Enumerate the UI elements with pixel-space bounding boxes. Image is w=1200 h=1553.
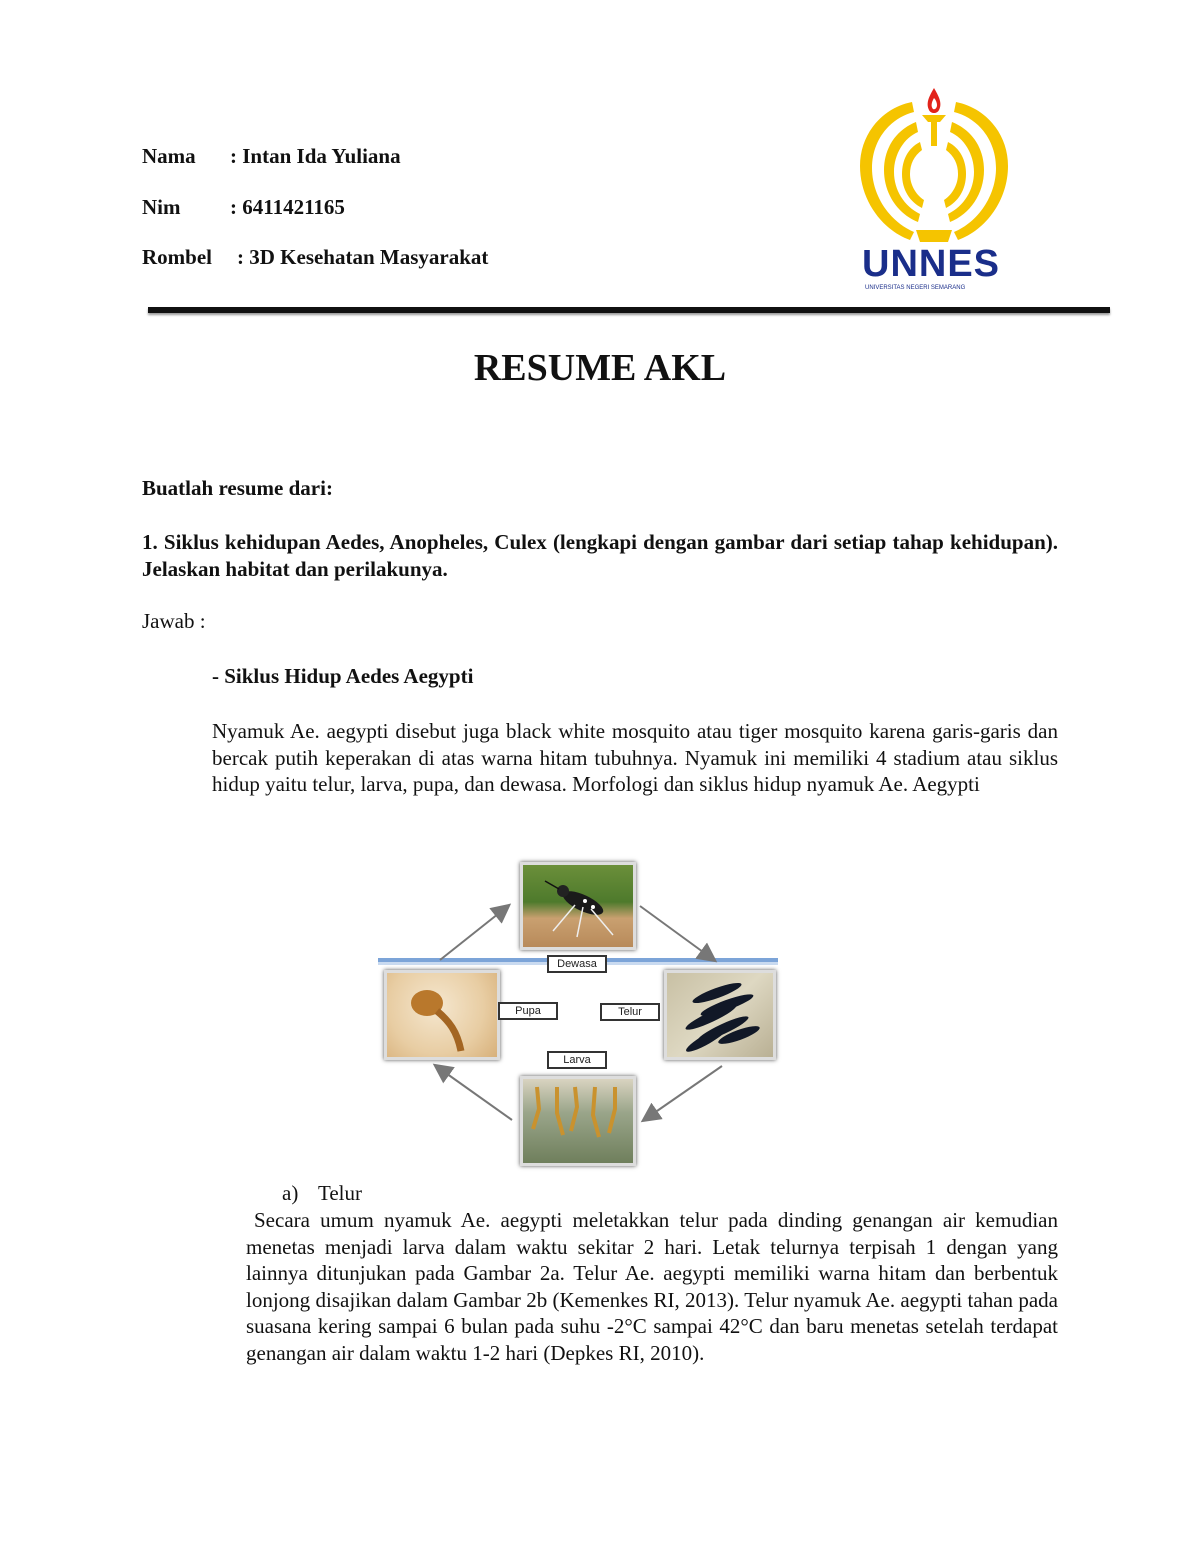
label-dewasa: Dewasa	[547, 955, 607, 973]
answer-label: Jawab :	[142, 609, 206, 633]
instruction-text: Buatlah resume dari:	[142, 476, 333, 500]
value-nim: : 6411421165	[230, 195, 345, 219]
label-pupa: Pupa	[498, 1002, 558, 1020]
label-nim: Nim	[142, 195, 181, 219]
header-rows	[142, 144, 642, 274]
unnes-subtitle: UNIVERSITAS NEGERI SEMARANG	[865, 285, 966, 291]
value-nama: : Intan Ida Yuliana	[230, 144, 401, 168]
page-title: RESUME AKL	[473, 347, 727, 389]
question-text: 1. Siklus kehidupan Aedes, Anopheles, Culex (lengkapi dengan gambar dari setiap tahap kehidupan). Jelaskan habitat dan perilakunya.	[142, 530, 1058, 581]
eggs-icon	[667, 973, 773, 1057]
larva-photo	[520, 1076, 636, 1166]
label-nama: Nama	[142, 144, 196, 168]
pupa-icon	[387, 973, 497, 1057]
unnes-emblem-icon	[852, 82, 1016, 252]
label-telur: Telur	[600, 1003, 660, 1021]
intro-paragraph: Nyamuk Ae. aegypti disebut juga black white mosquito atau tiger mosquito karena garis-garis dan bercak putih keperakan di atas warna hitam tubuhnya. Nyamuk ini memiliki 4 stadium atau siklus hidup yaitu telur, larva, pupa, dan dewasa. Morfologi dan siklus hidup nyamuk Ae. Aegypti	[212, 719, 1058, 796]
lifecycle-diagram	[378, 858, 778, 1168]
pupa-photo	[384, 970, 500, 1060]
subsection-title: Telur	[318, 1181, 363, 1205]
mosquito-icon	[523, 865, 633, 947]
telur-paragraph: Secara umum nyamuk Ae. aegypti meletakkan telur pada dinding genangan air kemudian menetas menjadi larva dalam waktu sekitar 2 hari. Letak telurnya terpisah 1 dengan yang lainnya ditunjukan pada Gambar 2a. Telur Ae. aegypti memiliki warna hitam dan berbentuk lonjong disajikan dalam Gambar 2b (Kemenkes RI, 2013). Telur nyamuk Ae. aegypti tahan pada suasana kering sampai 6 bulan pada suhu -2°C sampai 42°C dan baru menetas setelah terdapat genangan air dalam waktu 1-2 hari (Depkes RI, 2010).	[246, 1208, 1058, 1365]
subsection-marker: a)	[282, 1181, 299, 1205]
value-rombel: : 3D Kesehatan Masyarakat	[237, 245, 489, 269]
label-rombel: Rombel	[142, 245, 212, 269]
unnes-wordmark: UNNES	[862, 243, 1001, 285]
eggs-photo	[664, 970, 776, 1060]
label-larva: Larva	[547, 1051, 607, 1069]
header-divider	[148, 307, 1110, 313]
adult-mosquito-photo	[520, 862, 636, 950]
larva-icon	[523, 1079, 633, 1163]
section-heading: - Siklus Hidup Aedes Aegypti	[212, 664, 474, 688]
unnes-logo	[852, 82, 1016, 294]
